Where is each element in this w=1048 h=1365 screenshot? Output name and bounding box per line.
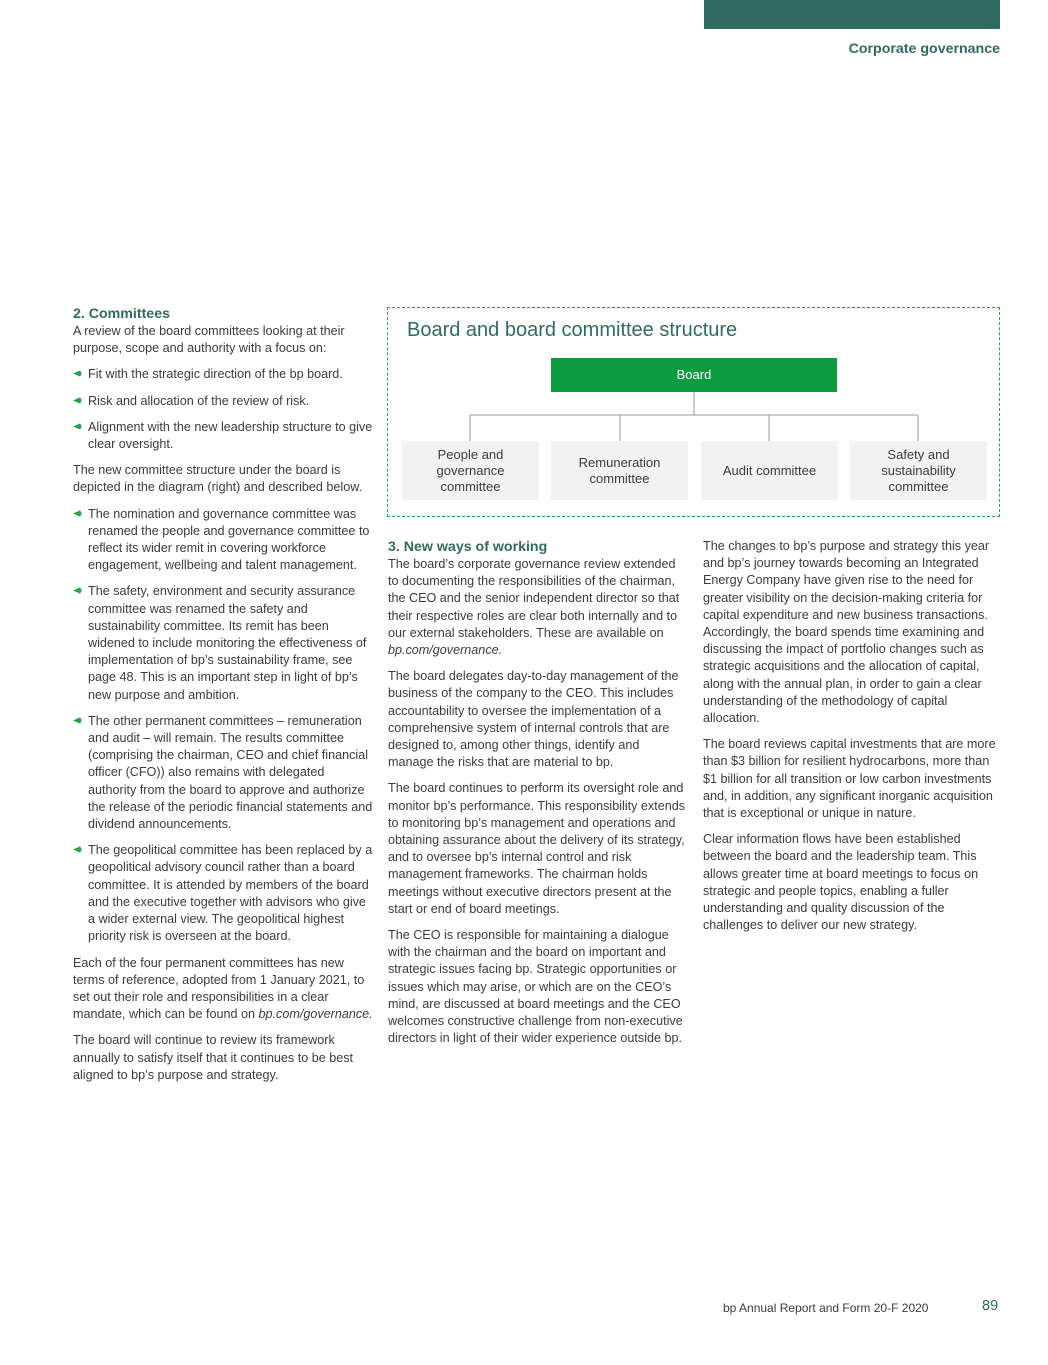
people-governance-node: People and governance committee (402, 441, 539, 500)
new-ways-section (388, 538, 688, 1056)
list-item: Risk and allocation of the review of risk. (73, 393, 373, 410)
new-ways-continued (703, 538, 1003, 943)
list-item: Alignment with the new leadership structure to give clear oversight. (73, 419, 373, 453)
paragraph: The board continues to perform its oversight role and monitor bp’s performance. This responsibility extends to monitoring bp’s management and operations and obtaining assurance about the delivery of its strategy, and to oversee bp’s internal control and risk management frameworks. The chairman holds meetings without executive directors present at the start or end of board meetings. (388, 781, 686, 916)
bullet-icon (73, 587, 83, 594)
new-ways-heading: 3. New ways of working (388, 539, 548, 555)
structure-text: The new committee structure under the board is depicted in the diagram (right) and described below. (73, 463, 363, 495)
bullet-icon (73, 846, 83, 853)
list-item: The geopolitical committee has been replaced by a geopolitical advisory council rather than a board committee. It is attended by members of the board and the executive together with advisors who give a wider external view. The geopolitical highest priority risk is overseen at the board. (73, 842, 373, 945)
changes-list (73, 506, 373, 946)
list-item: Fit with the strategic direction of the bp board. (73, 366, 373, 383)
header-color-bar (704, 0, 1000, 29)
report-title: bp Annual Report and Form 20-F 2020 (723, 1301, 929, 1315)
paragraph: The board’s corporate governance review extended to documenting the responsibilities of the chairman, the CEO and the senior independent director so that their respective roles are clear both internally and to our external stakeholders. These are available on bp.com/governance. (388, 557, 680, 658)
paragraph: The changes to bp’s purpose and strategy this year and bp’s journey towards becoming an Integrated Energy Company have given rise to the need for greater visibility on the decision-making criteria for capital expenditure and new business transactions. Accordingly, the board spends time examining and discussing the impact of portfolio changes such as strategic acquisitions and the allocation of capital, along with the annual plan, in order to gain a clear understanding of the methodology of capital allocation. (703, 539, 990, 726)
audit-node: Audit committee (701, 441, 838, 500)
board-structure-diagram (387, 307, 1000, 517)
governance-link[interactable]: bp.com/governance. (388, 643, 503, 658)
governance-link[interactable]: bp.com/governance. (258, 1007, 373, 1022)
list-item: The other permanent committees – remuneration and audit – will remain. The results committee (comprising the chairman, CEO and chief financial officer (CFO)) also remains with delegated authority from the board to approve and authorize the release of the periodic financial statements and dividend announcements. (73, 713, 373, 833)
committees-section (73, 305, 373, 1093)
list-item: The safety, environment and security assurance committee was renamed the safety and sustainability committee. Its remit has been widened to include monitoring the effectiveness of implementation of bp’s sustainability frame, see page 48. This is an important step in light of bp’s new purpose and ambition. (73, 583, 373, 703)
paragraph: The board reviews capital investments that are more than $3 billion for resilient hydrocarbons, more than $1 billion for all transition or low carbon investments and, in addition, any significant inorganic acquisition that is exceptional or unique in nature. (703, 737, 996, 821)
bullet-icon (73, 397, 83, 404)
bullet-icon (73, 717, 83, 724)
bullet-icon (73, 510, 83, 517)
focus-list (73, 366, 373, 453)
remuneration-node: Remuneration committee (551, 441, 688, 500)
bullet-icon (73, 370, 83, 377)
page-number: 89 (982, 1298, 999, 1314)
section-title: Corporate governance (848, 41, 1000, 57)
committees-heading: 2. Committees (73, 306, 170, 322)
board-node: Board (551, 358, 837, 392)
review-text: The board will continue to review its framework annually to satisfy itself that it continues to be best aligned to bp’s purpose and strategy. (73, 1033, 354, 1082)
paragraph: The CEO is responsible for maintaining a dialogue with the chairman and the board on important and strategic issues facing bp. Strategic opportunities or issues which may arise, or which are on the CEO’s mind, are discussed at board meetings and the CEO welcomes constructive challenge from non-executive directors in light of their wider experience outside bp. (388, 928, 683, 1046)
committees-intro: A review of the board committees looking at their purpose, scope and authority with a focus on: (73, 324, 345, 356)
bullet-icon (73, 423, 83, 430)
diagram-title: Board and board committee structure (407, 319, 738, 341)
safety-sustainability-node: Safety and sustainability committee (850, 441, 987, 500)
paragraph: The board delegates day-to-day management of the business of the company to the CEO. This includes accountability to oversee the implementation of a comprehensive system of internal controls that are designed to, among other things, identify and manage the risks that are material to bp. (388, 669, 679, 770)
terms-text: Each of the four permanent committees has new terms of reference, adopted from 1 January 2021, to set out their role and responsibilities in a clear mandate, which can be found on bp.com/governance. (73, 955, 373, 1022)
paragraph: Clear information flows have been established between the board and the leadership team. This allows greater time at board meetings to focus on strategic and people topics, enabling a fuller understanding and quality discussion of the challenges to deliver our new strategy. (703, 832, 979, 933)
list-item: The nomination and governance committee was renamed the people and governance committee to reflect its wider remit in covering workforce engagement, wellbeing and talent management. (73, 506, 373, 575)
